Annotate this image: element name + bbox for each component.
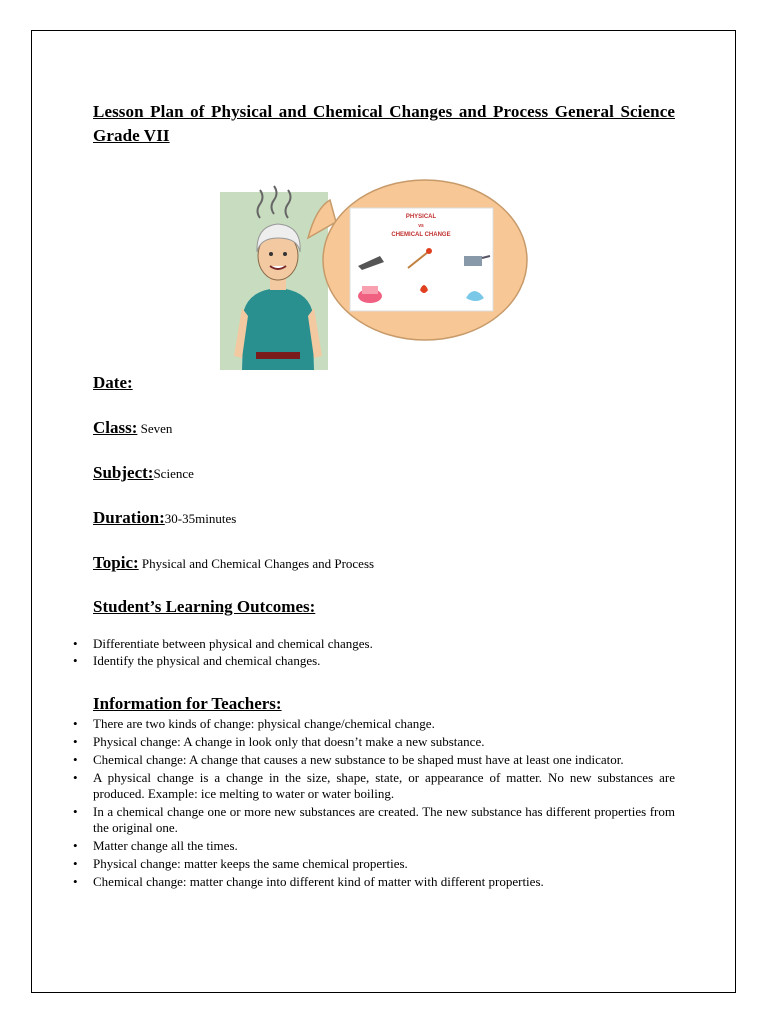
class-value: Seven bbox=[140, 421, 173, 436]
poster-line-3: CHEMICAL CHANGE bbox=[391, 232, 451, 238]
list-item: • In a chemical change one or more new substances are created. The new substance has different properties from the original one. bbox=[73, 804, 675, 836]
subject-label: Subject: bbox=[93, 463, 154, 482]
list-item: • Matter change all the times. bbox=[73, 838, 675, 854]
duration-value: 30-35minutes bbox=[164, 511, 237, 526]
list-item: • Differentiate between physical and chemical changes. bbox=[73, 636, 473, 652]
list-item: • Chemical change: A change that causes a new substance to be shaped must have at least one indicator. bbox=[73, 752, 675, 768]
list-item: • Physical change: matter keeps the same chemical properties. bbox=[73, 856, 675, 872]
list-item: • There are two kinds of change: physical change/chemical change. bbox=[73, 716, 675, 732]
poster-line-2: vs bbox=[418, 223, 424, 229]
poster-line-1: PHYSICAL bbox=[405, 214, 437, 220]
date-field bbox=[93, 373, 133, 393]
class-field bbox=[93, 418, 172, 438]
list-item: • Identify the physical and chemical changes. bbox=[73, 653, 473, 669]
date-label: Date: bbox=[93, 373, 133, 392]
list-item: • Chemical change: matter change into different kind of matter with different properties. bbox=[73, 874, 675, 890]
topic-label: Topic: bbox=[93, 553, 139, 572]
subject-value: Science bbox=[153, 466, 194, 481]
outcomes-heading: Student’s Learning Outcomes: bbox=[93, 597, 316, 616]
class-label: Class: bbox=[93, 418, 138, 437]
list-item: • Physical change: A change in look only that doesn’t make a new substance. bbox=[73, 734, 675, 750]
teachers-heading: Information for Teachers: bbox=[93, 694, 282, 713]
subject-field bbox=[93, 463, 194, 483]
duration-field bbox=[93, 508, 236, 528]
topic-value: Physical and Chemical Changes and Process bbox=[141, 556, 375, 571]
list-item: • A physical change is a change in the size, shape, state, or appearance of matter. No new substances are produced. Example: ice melting to water or water boiling. bbox=[73, 770, 675, 802]
page-title: Lesson Plan of Physical and Chemical Changes and Process General Science Grade VII bbox=[93, 102, 675, 145]
duration-label: Duration: bbox=[93, 508, 165, 527]
teachers-list bbox=[73, 716, 675, 892]
outcomes-list bbox=[73, 636, 473, 670]
topic-field bbox=[93, 553, 374, 573]
lesson-illustration bbox=[220, 178, 530, 370]
